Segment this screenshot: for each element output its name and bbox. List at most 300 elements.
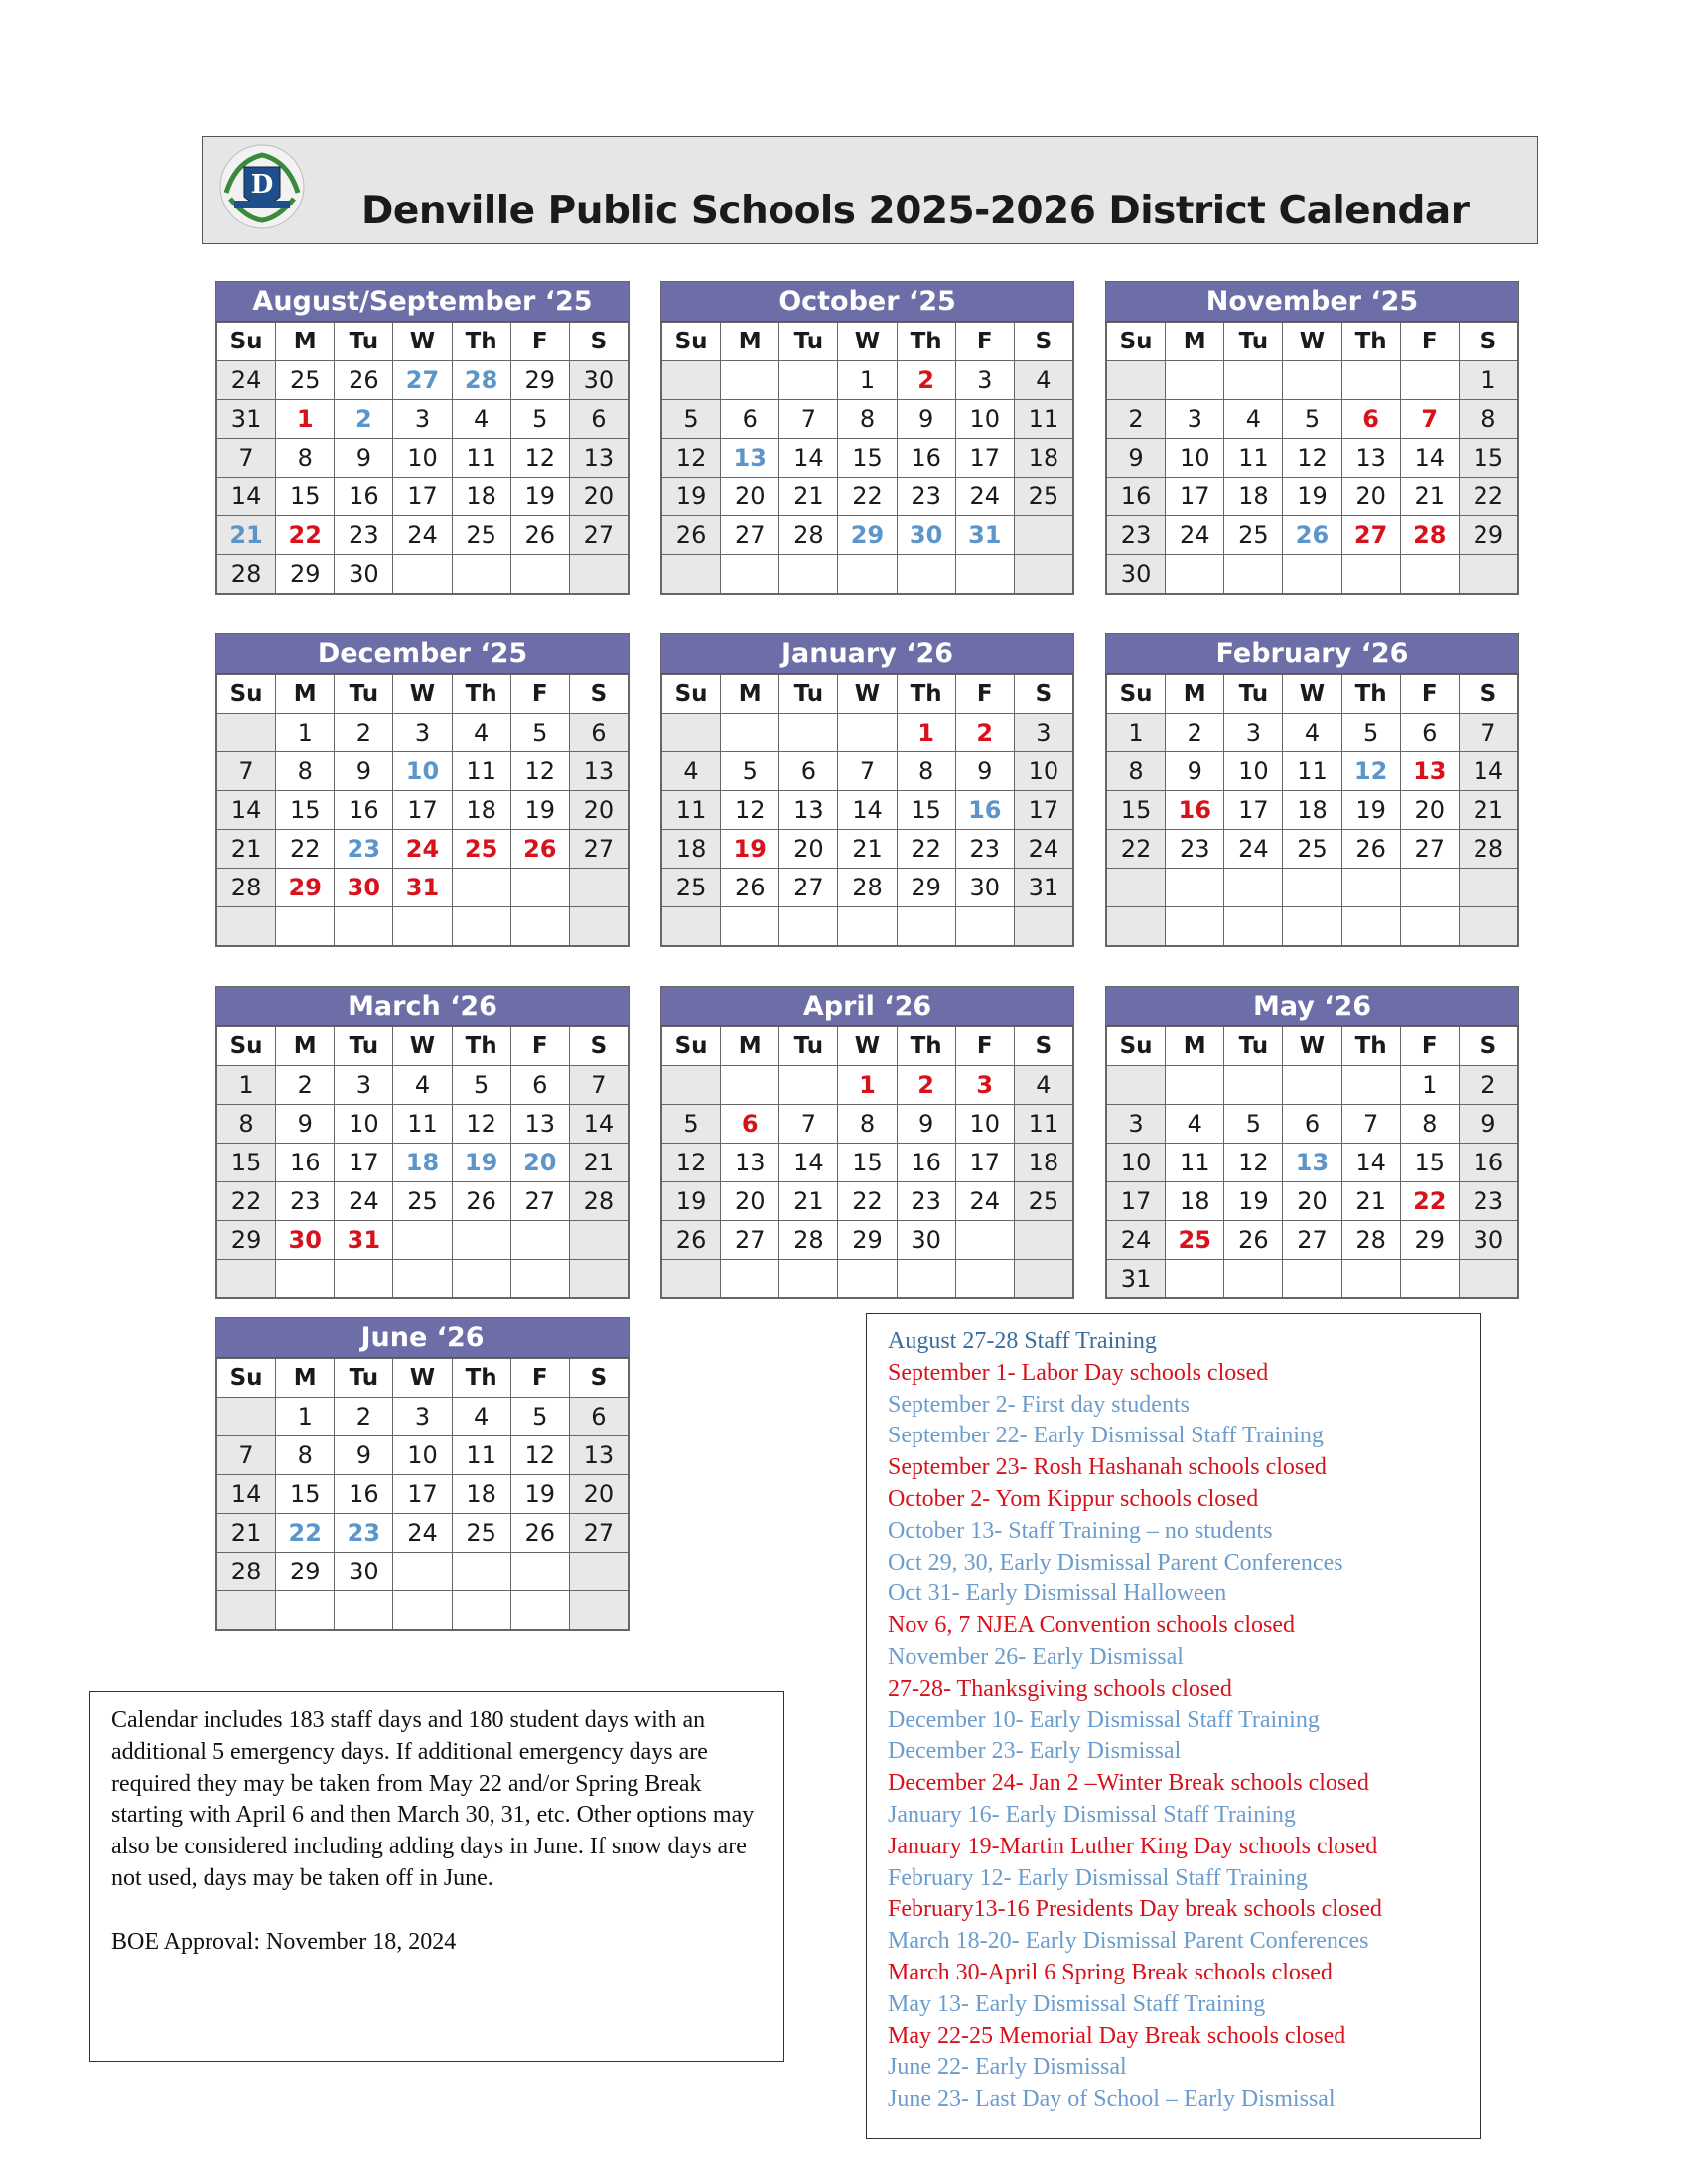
day-cell: 27	[779, 869, 838, 907]
day-cell: 15	[217, 1144, 276, 1182]
weekday-header: Th	[452, 1359, 510, 1398]
day-cell: 19	[1341, 791, 1400, 830]
legend-item: January 16- Early Dismissal Staff Training	[888, 1801, 1296, 1828]
month-calendar	[215, 281, 630, 595]
day-cell: 1	[838, 361, 897, 400]
empty-cell	[1166, 555, 1224, 594]
day-cell: 2	[335, 714, 393, 752]
day-cell: 26	[510, 830, 569, 869]
day-cell: 16	[1459, 1144, 1517, 1182]
legend-item: January 19-Martin Luther King Day schools closed	[888, 1833, 1378, 1859]
weekday-header: M	[276, 1027, 335, 1066]
month-calendar	[660, 633, 1074, 947]
day-cell: 27	[721, 1221, 779, 1260]
weekday-header: Th	[1341, 675, 1400, 714]
day-cell: 24	[1107, 1221, 1166, 1260]
day-cell: 25	[452, 1514, 510, 1553]
day-cell: 13	[779, 791, 838, 830]
day-cell: 5	[510, 714, 569, 752]
day-cell: 11	[1166, 1144, 1224, 1182]
day-cell: 30	[897, 1221, 955, 1260]
day-cell: 24	[1166, 516, 1224, 555]
day-cell: 28	[1459, 830, 1517, 869]
day-cell: 24	[955, 1182, 1014, 1221]
day-cell: 23	[897, 478, 955, 516]
day-cell: 10	[955, 400, 1014, 439]
day-cell: 9	[335, 439, 393, 478]
day-cell: 11	[452, 439, 510, 478]
boe-approval: BOE Approval: November 18, 2024	[111, 1928, 457, 1955]
empty-cell	[1107, 1066, 1166, 1105]
empty-cell	[1224, 1066, 1283, 1105]
legend-item: March 30-April 6 Spring Break schools closed	[888, 1959, 1333, 1985]
day-cell: 15	[1107, 791, 1166, 830]
day-cell: 10	[1224, 752, 1283, 791]
empty-cell	[276, 1260, 335, 1298]
day-cell: 23	[335, 830, 393, 869]
empty-cell	[393, 907, 452, 946]
weekday-header: F	[1400, 675, 1459, 714]
day-cell: 20	[569, 791, 628, 830]
day-cell: 3	[393, 400, 452, 439]
legend-item: September 23- Rosh Hashanah schools closed	[888, 1454, 1327, 1481]
day-cell: 25	[1014, 1182, 1072, 1221]
empty-cell	[662, 907, 721, 946]
day-cell: 7	[217, 439, 276, 478]
day-cell: 3	[335, 1066, 393, 1105]
day-cell: 20	[1400, 791, 1459, 830]
month-calendar	[215, 633, 630, 947]
day-cell: 29	[838, 1221, 897, 1260]
day-cell: 2	[1107, 400, 1166, 439]
day-cell: 5	[452, 1066, 510, 1105]
day-cell: 25	[1166, 1221, 1224, 1260]
empty-cell	[721, 714, 779, 752]
weekday-header: Tu	[779, 675, 838, 714]
day-cell: 9	[335, 1436, 393, 1475]
legend-item: Oct 31- Early Dismissal Halloween	[888, 1580, 1227, 1607]
day-cell: 13	[721, 439, 779, 478]
day-cell: 28	[217, 869, 276, 907]
day-cell: 8	[1400, 1105, 1459, 1144]
day-cell: 27	[1283, 1221, 1341, 1260]
day-cell: 29	[1459, 516, 1517, 555]
day-cell: 1	[1400, 1066, 1459, 1105]
empty-cell	[1224, 869, 1283, 907]
legend-item: October 2- Yom Kippur schools closed	[888, 1485, 1259, 1512]
day-cell: 16	[335, 791, 393, 830]
day-cell: 14	[1341, 1144, 1400, 1182]
legend-item: February 12- Early Dismissal Staff Training	[888, 1864, 1308, 1891]
day-cell: 29	[1400, 1221, 1459, 1260]
weekday-header: Tu	[779, 1027, 838, 1066]
weekday-header: F	[955, 1027, 1014, 1066]
day-cell: 4	[1014, 361, 1072, 400]
day-cell: 25	[276, 361, 335, 400]
weekday-header: W	[393, 1027, 452, 1066]
day-cell: 15	[838, 1144, 897, 1182]
empty-cell	[1283, 1066, 1341, 1105]
day-cell: 24	[393, 516, 452, 555]
day-cell: 10	[335, 1105, 393, 1144]
weekday-header: M	[1166, 323, 1224, 361]
day-cell: 21	[779, 478, 838, 516]
day-cell: 13	[1341, 439, 1400, 478]
day-cell: 14	[1459, 752, 1517, 791]
day-cell: 18	[452, 478, 510, 516]
day-cell: 16	[955, 791, 1014, 830]
empty-cell	[393, 555, 452, 594]
day-cell: 15	[838, 439, 897, 478]
day-cell: 29	[276, 555, 335, 594]
day-cell: 23	[276, 1182, 335, 1221]
day-cell: 25	[662, 869, 721, 907]
empty-cell	[393, 1591, 452, 1630]
calendar-notes	[89, 1691, 784, 2062]
page-title: Denville Public Schools 2025-2026 District Calendar	[361, 189, 1470, 233]
weekday-header: Tu	[1224, 323, 1283, 361]
day-cell: 17	[1014, 791, 1072, 830]
day-cell: 6	[721, 400, 779, 439]
weekday-header: S	[1459, 675, 1517, 714]
weekday-header: Tu	[1224, 1027, 1283, 1066]
month-calendar	[660, 986, 1074, 1299]
legend-item: September 22- Early Dismissal Staff Training	[888, 1423, 1324, 1449]
day-cell: 31	[393, 869, 452, 907]
empty-cell	[1224, 555, 1283, 594]
day-cell: 8	[1459, 400, 1517, 439]
legend-item: February13-16 Presidents Day break schools closed	[888, 1896, 1382, 1923]
day-cell: 12	[721, 791, 779, 830]
empty-cell	[897, 555, 955, 594]
weekday-header: W	[838, 675, 897, 714]
day-cell: 19	[721, 830, 779, 869]
weekday-header: S	[1459, 1027, 1517, 1066]
legend-item: March 18-20- Early Dismissal Parent Conferences	[888, 1928, 1369, 1955]
weekday-header: W	[393, 323, 452, 361]
day-cell: 15	[1459, 439, 1517, 478]
empty-cell	[393, 1553, 452, 1591]
day-cell: 26	[510, 516, 569, 555]
day-cell: 13	[569, 1436, 628, 1475]
day-cell: 31	[335, 1221, 393, 1260]
day-cell: 23	[335, 516, 393, 555]
empty-cell	[721, 361, 779, 400]
empty-cell	[510, 1260, 569, 1298]
day-cell: 22	[1459, 478, 1517, 516]
day-cell: 16	[335, 478, 393, 516]
day-cell: 11	[452, 752, 510, 791]
legend-item: August 27-28 Staff Training	[888, 1328, 1157, 1354]
day-cell: 9	[335, 752, 393, 791]
day-cell: 24	[393, 830, 452, 869]
legend-item: June 22- Early Dismissal	[888, 2054, 1127, 2081]
day-cell: 18	[1014, 439, 1072, 478]
empty-cell	[217, 1260, 276, 1298]
weekday-header: F	[1400, 1027, 1459, 1066]
day-cell: 16	[897, 1144, 955, 1182]
day-cell: 29	[276, 1553, 335, 1591]
month-title: March ‘26	[216, 987, 629, 1026]
weekday-header: W	[1283, 675, 1341, 714]
day-cell: 1	[1459, 361, 1517, 400]
day-cell: 24	[1014, 830, 1072, 869]
day-cell: 21	[217, 516, 276, 555]
day-cell: 31	[1107, 1260, 1166, 1298]
empty-cell	[1400, 1260, 1459, 1298]
weekday-header: F	[510, 323, 569, 361]
empty-cell	[452, 1553, 510, 1591]
day-cell: 19	[1224, 1182, 1283, 1221]
empty-cell	[1283, 555, 1341, 594]
empty-cell	[779, 1260, 838, 1298]
day-cell: 28	[1341, 1221, 1400, 1260]
day-cell: 21	[1341, 1182, 1400, 1221]
day-cell: 3	[1014, 714, 1072, 752]
day-cell: 6	[569, 1398, 628, 1436]
empty-cell	[1166, 869, 1224, 907]
day-cell: 18	[1224, 478, 1283, 516]
day-cell: 1	[276, 714, 335, 752]
day-cell: 2	[276, 1066, 335, 1105]
empty-cell	[1014, 1221, 1072, 1260]
month-title: August/September ‘25	[216, 282, 629, 322]
day-cell: 12	[1341, 752, 1400, 791]
empty-cell	[276, 1591, 335, 1630]
empty-cell	[452, 1591, 510, 1630]
day-cell: 27	[510, 1182, 569, 1221]
weekday-header: Tu	[1224, 675, 1283, 714]
empty-cell	[1283, 907, 1341, 946]
empty-cell	[510, 869, 569, 907]
day-cell: 30	[276, 1221, 335, 1260]
day-cell: 7	[1459, 714, 1517, 752]
weekday-header: Th	[452, 1027, 510, 1066]
empty-cell	[217, 907, 276, 946]
legend-item: May 22-25 Memorial Day Break schools closed	[888, 2022, 1346, 2049]
legend-item: Nov 6, 7 NJEA Convention schools closed	[888, 1612, 1295, 1639]
day-cell: 7	[779, 1105, 838, 1144]
empty-cell	[897, 907, 955, 946]
empty-cell	[838, 1260, 897, 1298]
day-cell: 30	[1459, 1221, 1517, 1260]
day-cell: 19	[510, 791, 569, 830]
day-cell: 27	[1400, 830, 1459, 869]
empty-cell	[569, 1260, 628, 1298]
day-cell: 13	[569, 439, 628, 478]
weekday-header: M	[276, 675, 335, 714]
day-cell: 1	[838, 1066, 897, 1105]
empty-cell	[569, 1591, 628, 1630]
empty-cell	[1224, 907, 1283, 946]
empty-cell	[569, 555, 628, 594]
empty-cell	[662, 714, 721, 752]
day-cell: 26	[335, 361, 393, 400]
day-cell: 7	[217, 752, 276, 791]
day-cell: 11	[393, 1105, 452, 1144]
day-cell: 20	[721, 1182, 779, 1221]
weekday-header: Su	[1107, 1027, 1166, 1066]
day-cell: 18	[452, 791, 510, 830]
weekday-header: Tu	[335, 323, 393, 361]
empty-cell	[452, 555, 510, 594]
weekday-header: S	[569, 675, 628, 714]
day-cell: 7	[569, 1066, 628, 1105]
day-cell: 2	[335, 400, 393, 439]
day-cell: 19	[662, 1182, 721, 1221]
weekday-header: Su	[662, 675, 721, 714]
weekday-header: Th	[897, 1027, 955, 1066]
day-cell: 18	[1283, 791, 1341, 830]
weekday-header: W	[838, 1027, 897, 1066]
month-title: October ‘25	[661, 282, 1073, 322]
weekday-header: M	[1166, 1027, 1224, 1066]
day-cell: 29	[217, 1221, 276, 1260]
day-cell: 27	[569, 1514, 628, 1553]
empty-cell	[217, 1398, 276, 1436]
empty-cell	[1283, 1260, 1341, 1298]
day-cell: 4	[393, 1066, 452, 1105]
day-cell: 15	[276, 478, 335, 516]
empty-cell	[569, 1221, 628, 1260]
day-cell: 30	[335, 555, 393, 594]
empty-cell	[1459, 869, 1517, 907]
empty-cell	[1459, 555, 1517, 594]
day-cell: 8	[217, 1105, 276, 1144]
day-cell: 11	[452, 1436, 510, 1475]
day-cell: 17	[393, 791, 452, 830]
empty-cell	[1341, 869, 1400, 907]
day-cell: 22	[217, 1182, 276, 1221]
empty-cell	[452, 1221, 510, 1260]
day-cell: 27	[569, 830, 628, 869]
day-cell: 28	[838, 869, 897, 907]
day-cell: 8	[838, 400, 897, 439]
weekday-header: Su	[217, 323, 276, 361]
day-cell: 12	[452, 1105, 510, 1144]
day-cell: 24	[217, 361, 276, 400]
legend-item: December 10- Early Dismissal Staff Training	[888, 1706, 1320, 1733]
day-cell: 21	[1400, 478, 1459, 516]
day-cell: 27	[393, 361, 452, 400]
day-cell: 5	[1341, 714, 1400, 752]
day-cell: 7	[779, 400, 838, 439]
day-cell: 21	[838, 830, 897, 869]
empty-cell	[779, 907, 838, 946]
legend-item: September 1- Labor Day schools closed	[888, 1359, 1269, 1386]
day-cell: 22	[276, 1514, 335, 1553]
day-cell: 30	[955, 869, 1014, 907]
weekday-header: Th	[452, 675, 510, 714]
month-title: November ‘25	[1106, 282, 1518, 322]
day-cell: 19	[510, 1475, 569, 1514]
empty-cell	[335, 907, 393, 946]
day-cell: 6	[779, 752, 838, 791]
empty-cell	[721, 1260, 779, 1298]
day-cell: 21	[779, 1182, 838, 1221]
day-cell: 26	[1341, 830, 1400, 869]
day-cell: 9	[1107, 439, 1166, 478]
month-calendar	[1105, 281, 1519, 595]
weekday-header: Su	[217, 1027, 276, 1066]
day-cell: 8	[276, 1436, 335, 1475]
weekday-header: M	[721, 323, 779, 361]
day-cell: 2	[897, 1066, 955, 1105]
day-cell: 6	[1341, 400, 1400, 439]
day-cell: 5	[1283, 400, 1341, 439]
day-cell: 3	[1224, 714, 1283, 752]
day-cell: 13	[510, 1105, 569, 1144]
weekday-header: W	[838, 323, 897, 361]
weekday-header: F	[510, 675, 569, 714]
weekday-header: F	[1400, 323, 1459, 361]
day-cell: 22	[1400, 1182, 1459, 1221]
day-cell: 5	[510, 1398, 569, 1436]
day-cell: 28	[569, 1182, 628, 1221]
empty-cell	[1166, 1066, 1224, 1105]
day-cell: 23	[1107, 516, 1166, 555]
day-cell: 29	[838, 516, 897, 555]
day-cell: 2	[335, 1398, 393, 1436]
day-cell: 3	[1107, 1105, 1166, 1144]
empty-cell	[1341, 555, 1400, 594]
empty-cell	[1341, 907, 1400, 946]
day-cell: 24	[955, 478, 1014, 516]
empty-cell	[662, 1260, 721, 1298]
day-cell: 4	[452, 400, 510, 439]
day-cell: 17	[393, 1475, 452, 1514]
day-cell: 3	[955, 361, 1014, 400]
empty-cell	[1166, 907, 1224, 946]
day-cell: 4	[452, 1398, 510, 1436]
day-cell: 23	[335, 1514, 393, 1553]
day-cell: 19	[1283, 478, 1341, 516]
day-cell: 31	[1014, 869, 1072, 907]
day-cell: 11	[1014, 1105, 1072, 1144]
day-cell: 4	[1166, 1105, 1224, 1144]
day-cell: 7	[1341, 1105, 1400, 1144]
day-cell: 12	[510, 439, 569, 478]
empty-cell	[662, 361, 721, 400]
day-cell: 5	[662, 400, 721, 439]
day-cell: 22	[838, 478, 897, 516]
day-cell: 30	[897, 516, 955, 555]
weekday-header: Su	[217, 675, 276, 714]
notes-body: Calendar includes 183 staff days and 180 student days with an additional 5 emergency days. If additional emergency days are required they may be taken from May 22 and/or Spring Break starting with April 6 and then March 30, 31, etc. Other options may also be considered including adding days in June. If snow days are not used, days may be taken off in June.	[111, 1707, 755, 1891]
empty-cell	[335, 1591, 393, 1630]
day-cell: 20	[569, 478, 628, 516]
day-cell: 10	[393, 439, 452, 478]
day-cell: 14	[217, 478, 276, 516]
empty-cell	[1283, 869, 1341, 907]
day-cell: 2	[897, 361, 955, 400]
weekday-header: Su	[662, 323, 721, 361]
day-cell: 1	[1107, 714, 1166, 752]
empty-cell	[1107, 907, 1166, 946]
legend-item: November 26- Early Dismissal	[888, 1643, 1184, 1670]
day-cell: 9	[276, 1105, 335, 1144]
day-cell: 17	[955, 1144, 1014, 1182]
day-cell: 7	[838, 752, 897, 791]
empty-cell	[569, 869, 628, 907]
day-cell: 24	[335, 1182, 393, 1221]
day-cell: 26	[452, 1182, 510, 1221]
day-cell: 14	[838, 791, 897, 830]
day-cell: 14	[779, 1144, 838, 1182]
weekday-header: Tu	[779, 323, 838, 361]
empty-cell	[955, 1221, 1014, 1260]
empty-cell	[510, 907, 569, 946]
